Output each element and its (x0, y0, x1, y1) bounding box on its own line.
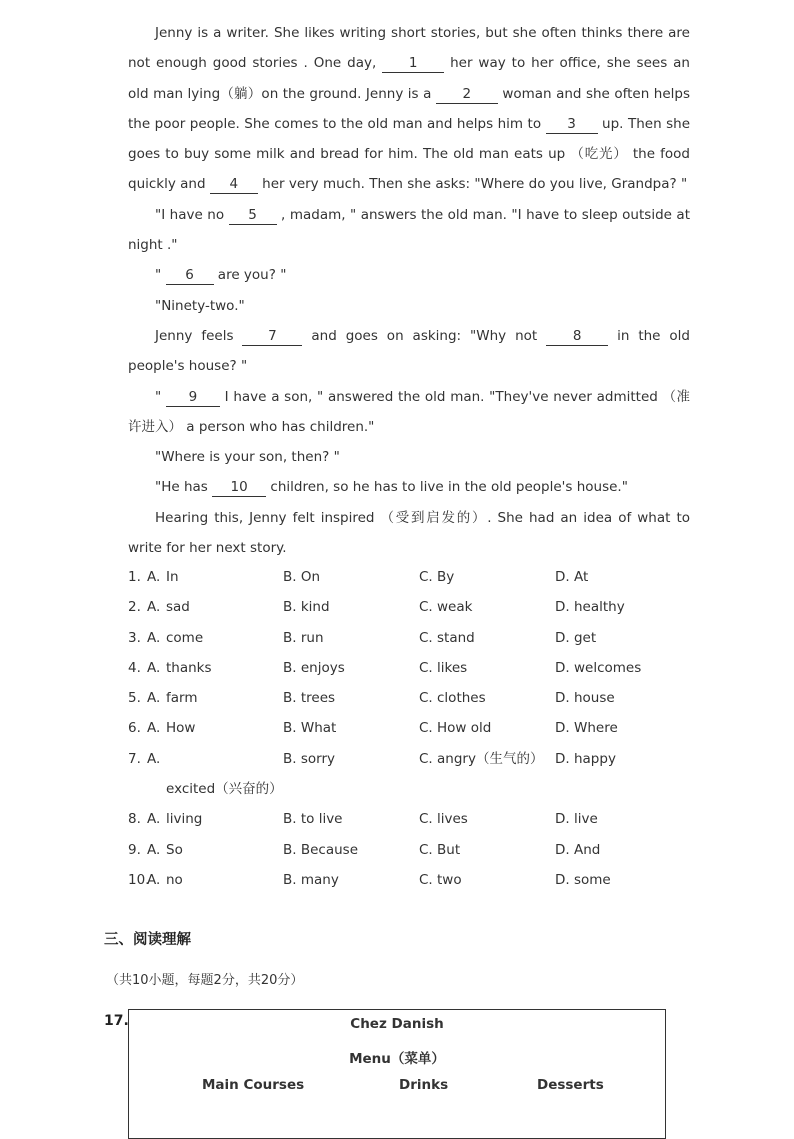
question-number: 9. (128, 841, 141, 858)
option-a-label: A. (147, 871, 161, 888)
option-b: B. On (283, 569, 321, 585)
blank-7: 7 (242, 328, 302, 346)
question-number: 3. (128, 629, 141, 646)
passage-text: are you? " (213, 267, 287, 284)
option-a (147, 683, 277, 713)
restaurant-name: Chez Danish (350, 1016, 444, 1032)
question-number: 1. (128, 569, 141, 585)
option-a-label: A. (147, 750, 161, 767)
passage-text: , madam, " answers the old man. "I have to sleep outside at night ." (128, 206, 690, 254)
paragraph-4 (128, 291, 690, 321)
menu-column-main-courses: Main Courses (202, 1077, 305, 1093)
question-number: 8. (128, 811, 141, 828)
menu-table (128, 1009, 666, 1139)
option-b: B. many (283, 871, 339, 888)
answer-options (128, 562, 688, 895)
option-a (147, 804, 277, 834)
option-b: B. trees (283, 690, 336, 707)
paragraph-9 (128, 503, 690, 564)
paragraph-2 (128, 200, 690, 261)
menu-column-drinks: Drinks (399, 1077, 449, 1093)
paragraph-7 (128, 442, 690, 472)
option-a-text: sad (166, 599, 190, 616)
option-row-6 (128, 713, 688, 743)
option-a (147, 623, 277, 653)
passage-text: her way to her office, she sees an old man lying（躺）on the ground. Jenny is a (128, 55, 690, 102)
blank-1: 1 (382, 55, 444, 73)
question-number: 2. (128, 599, 141, 616)
option-row-8 (128, 804, 688, 834)
option-row-7 (128, 744, 688, 805)
option-d: D. At (555, 569, 589, 585)
option-b: B. to live (283, 811, 343, 828)
option-a-label: A. (147, 690, 161, 707)
option-d: D. live (555, 811, 598, 828)
passage-text: her very much. Then she asks: "Where do you live, Grandpa? " (257, 176, 688, 193)
section-scoring-note: （共10小题，每题2分，共20分） (106, 973, 304, 988)
option-a-text: So (166, 841, 183, 858)
option-a-text: come (166, 629, 204, 646)
option-c: C. two (419, 871, 462, 888)
option-d: D. welcomes (555, 659, 642, 676)
option-b: B. run (283, 629, 324, 646)
passage-text: up. Then she goes to buy some milk and bread for him. The old man eats up （吃光） the food quickly and (128, 115, 690, 193)
blank-5: 5 (229, 207, 277, 225)
option-row-1 (128, 562, 688, 592)
passage-text: in the old people's house? " (128, 327, 690, 375)
question-number: 7. (128, 750, 141, 767)
option-c: C. By (419, 569, 455, 585)
option-a-label: A. (147, 569, 161, 585)
option-c: C. lives (419, 811, 468, 828)
option-a-label: A. (147, 841, 161, 858)
option-a (147, 865, 277, 895)
question-number: 4. (128, 659, 141, 676)
option-a-text: no (166, 871, 183, 888)
question-number-17: 17. (104, 1013, 129, 1029)
blank-6: 6 (166, 267, 214, 285)
option-a (147, 744, 283, 805)
option-b: B. Because (283, 841, 359, 858)
option-a-label: A. (147, 811, 161, 828)
question-number: 5. (128, 690, 141, 707)
option-a-label: A. (147, 720, 161, 737)
blank-10: 10 (212, 479, 266, 497)
option-row-5 (128, 683, 688, 713)
option-a (147, 835, 277, 865)
option-a-text: How (166, 720, 196, 737)
passage-text: Hearing this, Jenny felt inspired （受到启发的）. She had an idea of what to write for her next story. (128, 509, 690, 557)
option-b: B. What (283, 720, 337, 737)
menu-column-desserts: Desserts (537, 1077, 604, 1093)
passage-text: "He has (155, 479, 213, 496)
paragraph-5 (128, 321, 690, 382)
blank-3: 3 (546, 116, 598, 134)
option-a-text: farm (166, 690, 198, 707)
option-b: B. kind (283, 599, 330, 616)
option-c: C. weak (419, 599, 473, 616)
option-b: B. enjoys (283, 659, 345, 676)
passage-text: " (155, 267, 166, 284)
passage-text: "Ninety-two." (155, 297, 245, 314)
passage-text: "I have no (155, 206, 229, 223)
option-d: D. happy (555, 750, 616, 767)
paragraph-1 (128, 18, 690, 200)
question-number: 10. (128, 871, 150, 888)
option-b: B. sorry (283, 750, 335, 767)
option-a-text: thanks (166, 659, 212, 676)
blank-9: 9 (166, 389, 220, 407)
option-a-text: excited（兴奋的） (166, 781, 283, 798)
option-d: D. some (555, 871, 611, 888)
option-a-label: A. (147, 659, 161, 676)
option-c: C. How old (419, 720, 492, 737)
option-row-4 (128, 653, 688, 683)
passage-text: Jenny is a writer. She likes writing short stories, but she often thinks there are not enough good stories . One day, (128, 25, 690, 72)
option-d: D. And (555, 841, 601, 858)
option-row-2 (128, 592, 688, 622)
passage-text: woman and she often helps the poor people. She comes to the old man and helps him to (128, 85, 690, 132)
blank-4: 4 (210, 176, 258, 194)
passage-text: children, so he has to live in the old people's house." (266, 479, 628, 496)
option-a-text: living (166, 811, 203, 828)
blank-8: 8 (546, 328, 608, 346)
option-a-text: In (166, 569, 179, 585)
passage-text: I have a son, " answered the old man. "They've never admitted （准许进入） a person who has children." (128, 388, 690, 435)
option-a-label: A. (147, 629, 161, 646)
option-c: C. likes (419, 659, 468, 676)
menu-heading: Menu（菜单） (349, 1051, 445, 1067)
option-a (147, 592, 277, 622)
option-row-10 (128, 865, 688, 895)
option-a (147, 562, 277, 592)
passage-text: Jenny feels (155, 327, 243, 344)
option-row-9 (128, 835, 688, 865)
option-a (147, 653, 277, 683)
option-d: D. get (555, 629, 597, 646)
option-c: C. clothes (419, 690, 486, 707)
option-d: D. Where (555, 720, 618, 737)
cloze-passage (128, 18, 690, 563)
option-c: C. stand (419, 629, 475, 646)
option-d: D. house (555, 690, 615, 707)
paragraph-3 (128, 260, 690, 290)
passage-text: and goes on asking: "Why not (302, 327, 547, 344)
option-a (147, 713, 277, 743)
option-c: C. But (419, 841, 461, 858)
option-d: D. healthy (555, 599, 625, 616)
blank-2: 2 (436, 86, 498, 104)
paragraph-8 (128, 472, 690, 502)
paragraph-6 (128, 382, 690, 443)
passage-text: " (155, 388, 166, 405)
passage-text: "Where is your son, then? " (155, 449, 340, 466)
option-a-label: A. (147, 599, 161, 616)
section-title: 三、阅读理解 (104, 932, 191, 948)
question-number: 6. (128, 720, 141, 737)
option-c: C. angry（生气的） (419, 750, 544, 767)
option-row-3 (128, 623, 688, 653)
